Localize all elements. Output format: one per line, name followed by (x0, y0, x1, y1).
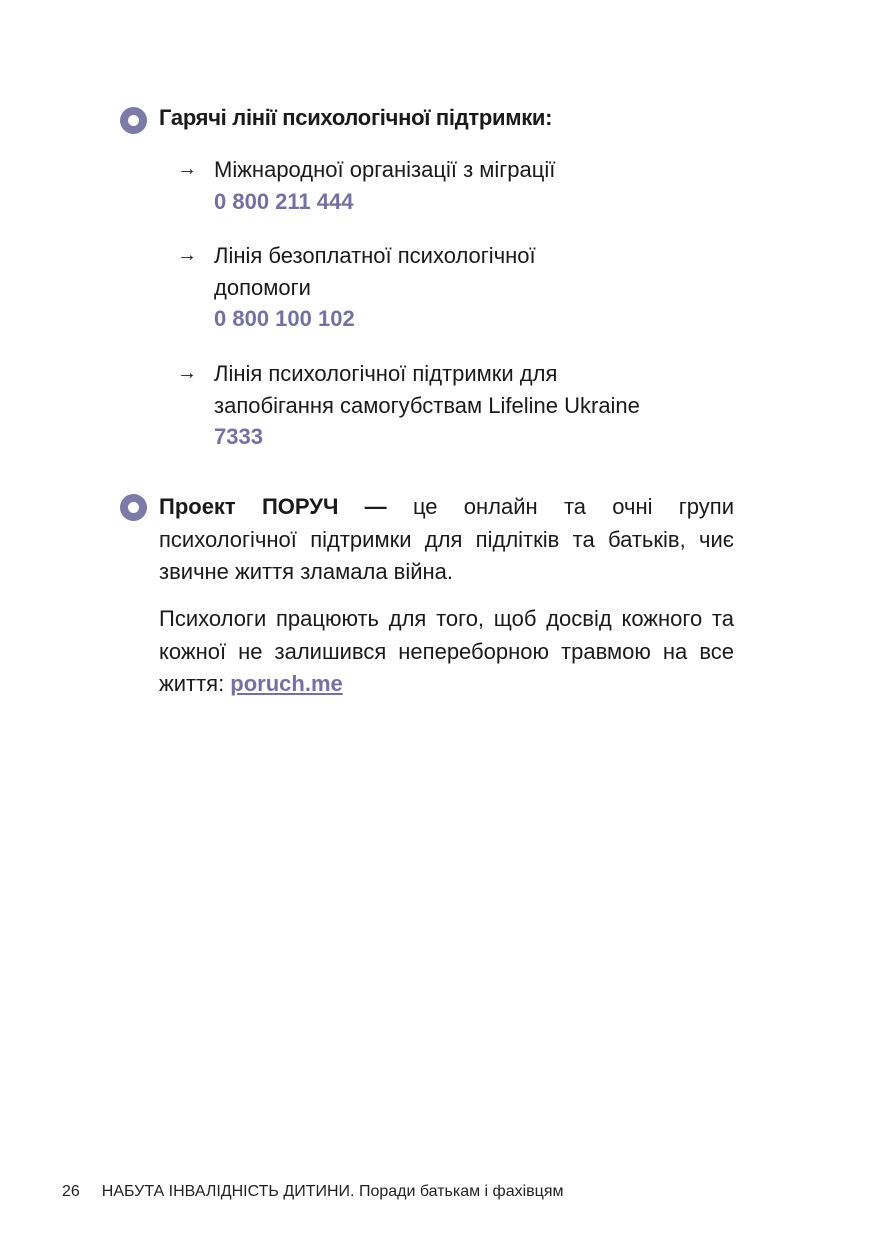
circle-bullet-icon (120, 494, 147, 521)
hotline-name: Лінія психологічної підтримки для запобігання самогубствам Lifeline Ukraine (214, 361, 640, 418)
hotlines-heading: Гарячі лінії психологічної підтримки: (159, 105, 553, 130)
hotline-name: Лінія безоплатної психологічної допомоги (214, 243, 536, 300)
arrow-right-icon: → (177, 158, 197, 180)
footer-subtitle: Поради батькам і фахівцям (358, 1183, 564, 1200)
hotline-item (177, 240, 597, 335)
poruch-text: це онлайн та очні групи психологічної підтримки для підлітків та батьків, чиє звичне життя зламала війна. (159, 494, 735, 584)
hotline-name: Міжнародної організації з міграції (214, 157, 556, 182)
page-footer (62, 1183, 564, 1201)
footer-title: НАБУТА ІНВАЛІДНІСТЬ ДИТИНИ. (101, 1183, 355, 1200)
hotline-phone[interactable]: 7333 (214, 424, 263, 449)
circle-bullet-icon (120, 107, 147, 134)
hotline-phone[interactable]: 0 800 100 102 (214, 306, 355, 331)
arrow-right-icon: → (177, 362, 197, 384)
arrow-right-icon: → (177, 244, 197, 266)
hotline-item (177, 154, 677, 217)
hotline-item (177, 358, 657, 453)
poruch-paragraph (159, 603, 734, 701)
poruch-link[interactable]: poruch.me (230, 671, 343, 696)
poruch-title: Проект ПОРУЧ — (159, 494, 387, 519)
poruch-paragraph-text: Психологи працюють для того, щоб досвід кожного та кожної не залишився непереборною травмою на все життя: (159, 606, 734, 696)
hotline-phone[interactable]: 0 800 211 444 (214, 188, 354, 214)
poruch-description (159, 491, 734, 589)
page-number: 26 (62, 1183, 80, 1200)
